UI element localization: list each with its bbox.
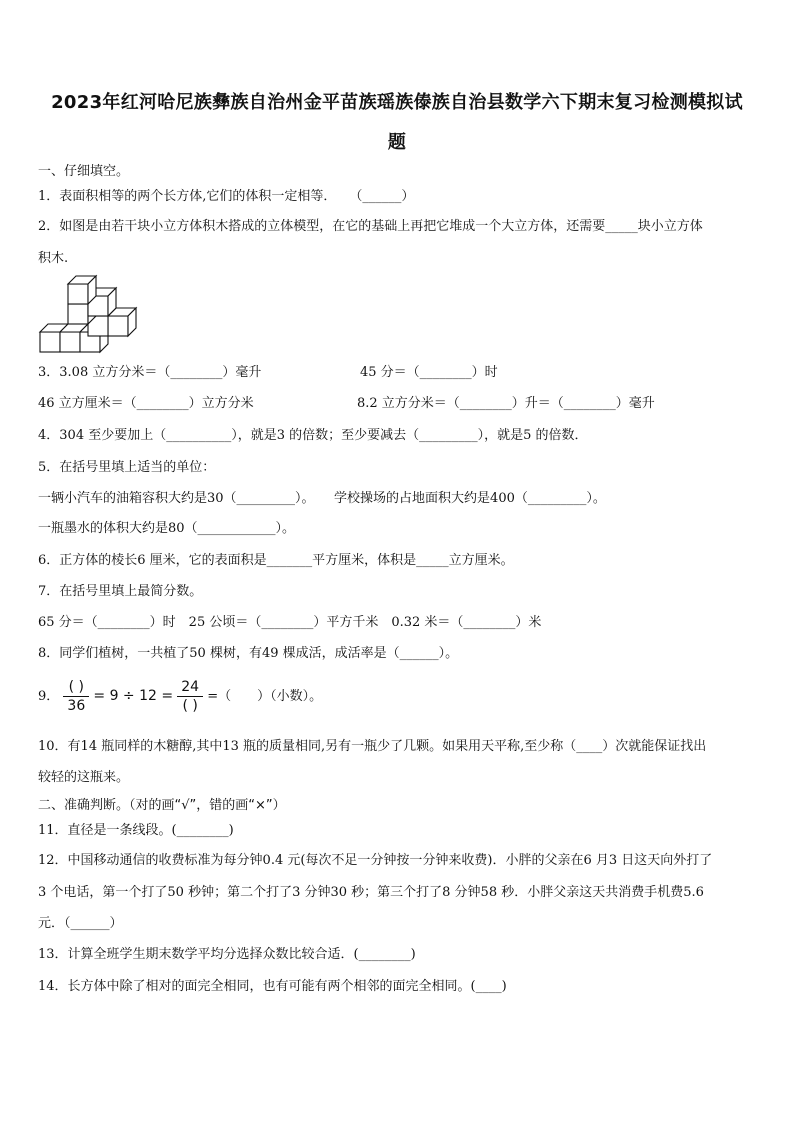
fraction-2-denominator: ( ) — [182, 698, 198, 714]
fraction-1-denominator: 36 — [67, 698, 86, 714]
question-12-end: 元．（______） — [38, 916, 123, 931]
fraction-2-numerator: 24 — [177, 678, 203, 697]
question-6: 6．正方体的棱长6 厘米，它的表面积是_______平方厘米，体积是_____立方厘米。 — [38, 553, 514, 568]
question-10: 10．有14 瓶同样的木糖醇,其中13 瓶的质量相同,另有一瓶少了几颗。如果用天平称,至少称（____）次就能保证找出 — [38, 739, 707, 754]
question-7-parts: 65 分＝（________）时 25 公顷＝（________）平方千米 0.32 米＝（________）米 — [38, 615, 542, 630]
section-heading-fill-blank: 一、仔细填空。 — [38, 164, 130, 179]
question-7: 7．在括号里填上最简分数。 — [38, 584, 203, 599]
question-2-continued: 积木. — [38, 251, 69, 266]
question-9-label: 9． — [38, 689, 60, 704]
question-11: 11．直径是一条线段。(________) — [38, 823, 234, 838]
question-5-part-a: 一辆小汽车的油箱容积大约是30（_________）。 学校操场的占地面积大约是400（_________）。 — [38, 491, 606, 506]
section-heading-true-false: 二、准确判断。（对的画“√”，错的画“×”） — [38, 798, 286, 813]
question-3-part-b: 45 分＝（________）时 — [360, 365, 498, 380]
page-title-continued: 题 — [387, 132, 407, 153]
question-1: 1．表面积相等的两个长方体,它们的体积一定相等． （______） — [38, 189, 415, 204]
question-9-tail: =（ ）（小数）。 — [207, 689, 323, 704]
cube-model-figure — [38, 274, 148, 356]
fraction-1-numerator: ( ) — [63, 678, 89, 697]
question-3-part-c: 46 立方厘米＝（________）立方分米 — [38, 396, 254, 411]
question-14: 14．长方体中除了相对的面完全相同，也有可能有两个相邻的面完全相同。(____) — [38, 979, 507, 994]
question-9 — [38, 678, 322, 715]
question-4: 4．304 至少要加上（__________），就是3 的倍数；至少要减去（_________），就是5 的倍数． — [38, 428, 588, 443]
question-3-part-a: 3．3.08 立方分米＝（________）毫升 — [38, 365, 262, 380]
question-13: 13．计算全班学生期末数学平均分选择众数比较合适．(________) — [38, 947, 416, 962]
question-12-continued: 3 个电话，第一个打了50 秒钟；第二个打了3 分钟30 秒；第三个打了8 分钟58 秒．小胖父亲这天共消费手机费5.6 — [38, 885, 704, 900]
question-2: 2．如图是由若干块小立方体积木搭成的立体模型，在它的基础上再把它堆成一个大立方体，还需要_____块小立方体 — [38, 219, 703, 234]
fraction-1 — [63, 678, 89, 715]
division-expression: = 9 ÷ 12 = — [93, 688, 174, 704]
question-10-continued: 较轻的这瓶来。 — [38, 770, 130, 785]
fraction-2 — [177, 678, 203, 715]
page-title: 2023年红河哈尼族彝族自治州金平苗族瑶族傣族自治县数学六下期末复习检测模拟试 — [51, 92, 743, 113]
question-12: 12．中国移动通信的收费标准为每分钟0.4 元(每次不足一分钟按一分钟来收费)．小胖的父亲在6 月3 日这天向外打了 — [38, 853, 713, 868]
question-5-part-b: 一瓶墨水的体积大约是80（____________）。 — [38, 521, 296, 536]
question-3-part-d: 8.2 立方分米＝（________）升＝（________）毫升 — [357, 396, 655, 411]
question-8: 8．同学们植树，一共植了50 棵树，有49 棵成活，成活率是（______）。 — [38, 646, 459, 661]
question-5: 5．在括号里填上适当的单位： — [38, 460, 216, 475]
